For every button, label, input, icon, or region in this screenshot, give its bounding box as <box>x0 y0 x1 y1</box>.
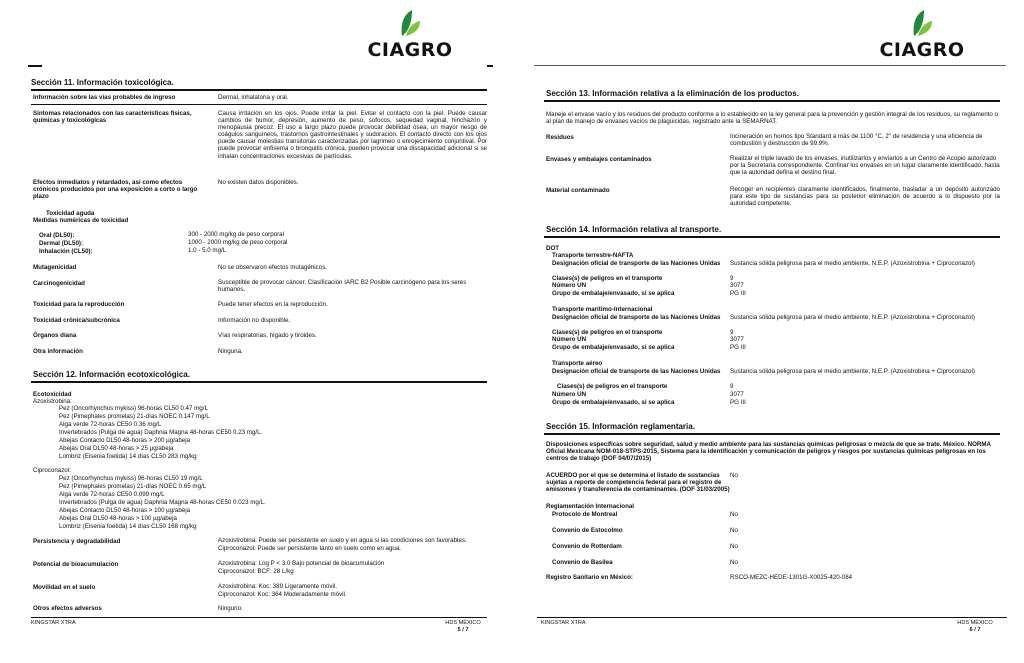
leaf-icon <box>398 8 422 38</box>
footer-rule <box>31 617 487 618</box>
row-value: No existen datos disponibles. <box>218 179 299 186</box>
acute-value: 1000 - 2000 mg/kg de peso corporal <box>188 239 288 246</box>
row-label: Información sobre las vías probables de ingreso <box>33 94 176 101</box>
row-value: Información no disponible. <box>218 317 291 324</box>
footer-rule <box>537 617 1007 618</box>
transport-value: PG III <box>730 290 746 297</box>
section-rule <box>544 236 1000 238</box>
eco-line: Lombriz (Eisenia foetida) 14 días CL50 283 mg/kg <box>59 453 197 460</box>
transport-label: Grupo de embalaje/envasado, si se aplica <box>552 344 675 351</box>
row-label: Síntomas relacionados con las características físicas, químicas y toxicológicas <box>33 110 192 125</box>
row-value: Recoger en recipientes claramente identificados, finalmente, trasladar a un depósito autorizado para este tipo de sustancias para su posterior eliminación de acuerdo a lo dispuesto por la autoridad competente. <box>730 186 1000 208</box>
row-label: Mutagenicidad <box>33 264 77 271</box>
row-value: Ciproconazol: Puede ser persistente tanto en suelo como en agua. <box>218 545 401 552</box>
section-12-title: Sección 12. Información ecotoxicológica. <box>33 370 190 379</box>
section-15-title: Sección 15. Información reglamentaria. <box>546 422 695 431</box>
row-value: Incineración en hornos tipo Standard a más de 1100 °C, 2" de residencia y una eficiencia de combustión y destrucción de 99.9%. <box>730 133 983 148</box>
transport-label: Clases(s) de peligros en el transporte <box>552 275 663 282</box>
section-rule <box>544 433 1000 435</box>
section-11-title: Sección 11. Información toxicológica. <box>31 78 174 87</box>
transport-title: Transporte aéreo <box>552 360 603 367</box>
eco-title: Ecotoxicidad <box>33 391 72 398</box>
row-value: Dermal, inhalatoria y oral. <box>218 94 289 101</box>
row-value: Vías respiratorias, hígado y tiroides. <box>218 332 317 339</box>
row-label: Toxicidad crónica/subcrónica <box>33 317 120 324</box>
header-rule <box>534 65 1006 66</box>
s13-intro: Maneje el envase vacío y los residuos del producto conforme a lo establecido en la ley general para la prevención y gestión integral de los residuos, su reglamento o al plan de manejo de envases vacíos de plaguicidas, registrado ante la SEMARNAT. <box>546 111 998 126</box>
transport-value: 9 <box>730 383 734 390</box>
row-label: Carcinogenicidad <box>33 280 85 287</box>
row-label: Otra información <box>33 348 83 355</box>
row-value: Realizar el triple lavado de los envases, inutilizarlos y enviarlos a un Centro de Acopio autorizado por la Secretaría correspondiente. Confinar los envases en un lugar claramente identificado, hasta que la autoridad defina el destino final. <box>730 155 1000 177</box>
leaf-icon <box>910 8 934 38</box>
reg-int-title: Reglamentación Internacional <box>546 503 635 510</box>
transport-value: 3077 <box>730 282 744 289</box>
eco-line: Alga verde 72-horas CE50 0.36 mg/L <box>59 421 162 428</box>
row-value: Causa irritación en los ojos. Puede irritar la piel. Evitar el contacto con la piel. Puede causar cambios de humor, depresión, aumento de peso, sofocos, sequedad vaginal, hinchazón y menopausia precoz. El uso a largo plazo puede provocar debilidad ósea, un mayor riesgo de coágulos sanguíneos, trastornos gastrointestinales y sudoración. El contacto directo con los ojos puede causar molestias transitorias caracterizadas por lagrimeo o enrojecimiento conjuntival. Por puede provocar enfisema o bronquitis crónica, pueden provocar una discapacidad adicional si se inhalan concentraciones excesivas de partículas. <box>218 110 487 160</box>
header-tick <box>487 65 493 67</box>
eco-line: Invertebrados (Pulga de agua) Daphnia Magna 48-horas CE50 0.23 mg/L. <box>59 429 263 436</box>
row-value: Ciproconazol: BCF: 28 L/kg <box>218 568 294 575</box>
row-value: Ciproconazol: Koc: 364 Moderadamente móvil. <box>218 591 347 598</box>
section-rule <box>31 89 487 91</box>
eco-line: Lombriz (Eisenia foetida) 14 días CL50 168 mg/kg <box>59 523 197 530</box>
transport-value: PG III <box>730 344 746 351</box>
footer-product: KINGSTAR XTRA <box>31 620 76 626</box>
transport-value: 9 <box>730 275 734 282</box>
acuerdo-value: No <box>730 472 738 479</box>
acute-label: Dermal (DL50): <box>39 240 84 247</box>
ciagro-logo <box>360 8 460 61</box>
row-value: No se observaron efectos mutagénicos. <box>218 264 328 271</box>
eco-line: Pez (Pimephales promelas) 21-días NOEC 0.147 mg/L <box>59 413 210 420</box>
registro-value: RSCO-MEZC-HEDE-1301G-X0025-420-084 <box>730 574 853 581</box>
row-label: Potencial de bioacumulación <box>33 561 119 568</box>
transport-label: Clases(s) de peligros en el transporte <box>552 329 663 336</box>
azox-title: Azoxistrobina: <box>33 398 72 405</box>
row-label: Envases y embalajes contaminados <box>546 156 652 163</box>
s15-intro: Disposiciones específicas sobre seguridad, salud y medio ambiente para las sustancias químicas peligrosas o mezcla de que se trate. México. NORMA Oficial Mexicana NOM-018-STPS-2015, Sistema para la identificación y comunicación de peligros y riesgos por sustancias químicas peligrosas en los centros de trabajo (DOF 04/07/2015) <box>546 441 991 463</box>
eco-line: Alga verde 72-horas CE50 0.099 mg/L <box>59 491 165 498</box>
row-label: Toxicidad para la reproducción <box>33 301 125 308</box>
transport-label: Designación oficial de transporte de las Naciones Unidas <box>552 260 721 267</box>
transport-value: PG III <box>730 399 746 406</box>
transport-label: Grupo de embalaje/envasado, si se aplica <box>552 399 675 406</box>
transport-label: Número UN <box>552 282 587 289</box>
convention-value: No <box>730 559 738 566</box>
convention-value: No <box>730 511 738 518</box>
transport-value: Sustancia sólida peligrosa para el medio ambiente, N.E.P. (Azoxistrobina + Ciproconazol) <box>730 260 975 267</box>
section-rule <box>31 381 487 383</box>
row-label: Otros efectos adversos <box>33 605 102 612</box>
convention-value: No <box>730 527 738 534</box>
eco-line: Abejas Contacto DL50 48-horas > 100 µg/abeja <box>59 507 191 514</box>
header-tick <box>28 65 42 67</box>
registro-label: Registro Sanitario en México: <box>546 574 633 581</box>
ciagro-logo <box>872 8 972 61</box>
section-14-title: Sección 14. Información relativa al transporte. <box>546 225 722 234</box>
acute-label: Oral (DL50): <box>39 232 75 239</box>
row-value: Azoxistrobina: Puede ser persistente en suelo y en agua si las condiciones son favorables. <box>218 537 467 544</box>
convention-label: Convenio de Basilea <box>552 559 613 566</box>
row-value: Azoxistrobina: Koc: 389 Ligeramente móvil. <box>218 583 337 590</box>
acute-tox-title: Toxicidad aguda <box>46 210 95 217</box>
row-value: Ninguna. <box>218 348 243 355</box>
acute-value: 1.0 - 5.0 mg/L <box>188 247 227 254</box>
row-label: Persistencia y degradabilidad <box>33 538 121 545</box>
transport-value: 9 <box>730 329 734 336</box>
logo-wordmark: CIAGRO <box>367 39 453 61</box>
transport-title: Transporte marítimo-Internacional <box>552 306 653 313</box>
transport-label: Número UN <box>552 336 587 343</box>
cipro-title: Ciproconazol: <box>33 467 71 474</box>
transport-value: Sustancia sólida peligrosa para el medio ambiente, N.E.P. (Azoxistrobina + Ciproconazol) <box>730 314 975 321</box>
acute-value: 300 - 2000 mg/kg de peso corporal <box>188 231 284 238</box>
footer-doc: HDS MÉXICO <box>445 620 481 626</box>
footer-doc: HDS MÉXICO <box>957 620 993 626</box>
logo-wordmark: CIAGRO <box>879 39 965 61</box>
row-value: Ninguno. <box>218 605 243 612</box>
row-label: Residuos <box>546 134 574 141</box>
convention-label: Convenio de Estocolmo <box>552 527 623 534</box>
eco-line: Pez (Oncorhynchus mykiss) 96-horas CL50 0.47 mg/L <box>59 405 208 412</box>
acuerdo-label: ACUERDO por el que se determina el listado de sustancias sujetas a reporte de competencia federal para el registro de emisiones y transferencia de contaminantes. (DOF 31/03/2005) <box>546 472 730 494</box>
eco-line: Abejas Oral DL50 48-horas > 100 µg/abeja <box>59 515 177 522</box>
acute-label: Inhalación (CL50): <box>39 248 93 255</box>
sds-page-6 <box>512 0 1024 663</box>
eco-line: Abejas Contacto DL50 48-horas > 200 µg/abeja <box>59 437 191 444</box>
transport-label: Número UN <box>552 391 587 398</box>
row-divider <box>31 104 487 105</box>
transport-label: Grupo de embalaje/envasado, si se aplica <box>552 290 675 297</box>
row-label: Órganos diana <box>33 332 77 339</box>
footer-page: 6 / 7 <box>969 627 981 633</box>
eco-line: Abejas Oral DL50 48-horas > 25 µg/abeja <box>59 445 174 452</box>
convention-label: Convenio de Rotterdam <box>552 543 622 550</box>
acute-tox-subtitle: Medidas numéricas de toxicidad <box>33 217 129 224</box>
row-value: Susceptible de provocar cáncer. Clasificación IARC B2 Posible carcinógeno para los seres humanos. <box>218 279 467 294</box>
transport-label: Clases(s) de peligros en el transporte <box>557 383 668 390</box>
transport-label: Designación oficial de transporte de las Naciones Unidas <box>552 314 721 321</box>
eco-line: Invertebrados (Pulga de agua) Daphnia Magna 48-horas CE50 0.023 mg/L. <box>59 499 266 506</box>
transport-value: 3077 <box>730 336 744 343</box>
transport-value: 3077 <box>730 391 744 398</box>
footer-page: 5 / 7 <box>457 627 469 633</box>
convention-label: Protocolo de Montreal <box>552 511 618 518</box>
row-value: Puede tener efectos en la reproducción. <box>218 301 328 308</box>
dot-label: DOT <box>546 245 560 252</box>
footer-product: KINGSTAR XTRA <box>541 620 586 626</box>
eco-line: Pez (Pimephales promelas) 21-días NOEC 0.65 mg/L <box>59 483 207 490</box>
transport-value: Sustancia sólida peligrosa para el medio ambiente, N.E.P. (Azoxistrobina + Ciproconazol) <box>730 368 975 375</box>
row-label: Efectos inmediatos y retardados, así como efectos crónicos producidos por una exposición a corto o largo plazo <box>33 179 198 201</box>
transport-label: Designación oficial de transporte de las Naciones Unidas <box>552 368 721 375</box>
row-label: Material contaminado <box>546 187 610 194</box>
section-rule <box>544 100 1000 102</box>
convention-value: No <box>730 543 738 550</box>
row-value: Azoxistrobina: Log P < 3.0 Bajo potencial de bioacumulación <box>218 560 385 567</box>
transport-title: Transporte terrestre-NAFTA <box>552 252 634 259</box>
eco-line: Pez (Oncorhynchus mykiss) 96-horas CL50 19 mg/L <box>59 475 203 482</box>
row-label: Movilidad en el suelo <box>33 584 96 591</box>
section-13-title: Sección 13. Información relativa a la eliminación de los productos. <box>546 89 799 98</box>
